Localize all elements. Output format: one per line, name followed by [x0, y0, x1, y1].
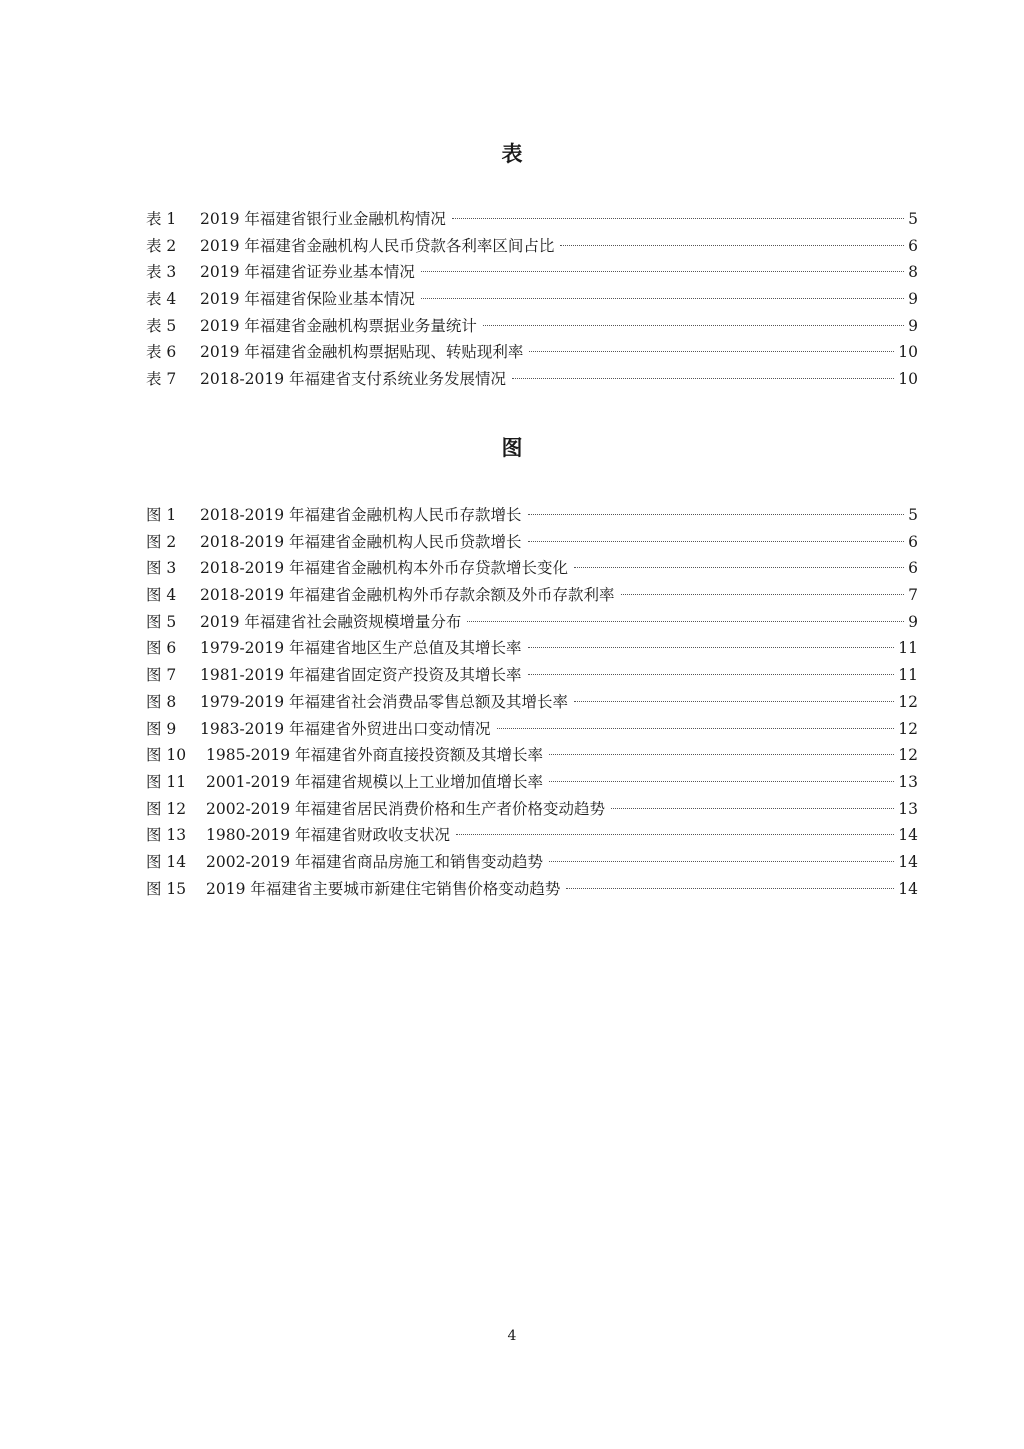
entry-title: 1981-2019 年福建省固定资产投资及其增长率	[200, 666, 522, 685]
entry-label: 图 8	[146, 692, 177, 711]
figures-toc-list	[146, 502, 918, 902]
dot-leader	[456, 834, 894, 835]
toc-entry[interactable]	[146, 366, 918, 393]
dot-leader	[528, 647, 895, 648]
entry-label: 图 1	[146, 506, 177, 524]
entry-page-number: 10	[898, 343, 918, 362]
dot-leader	[574, 567, 904, 568]
entry-title: 2019 年福建省主要城市新建住宅销售价格变动趋势	[206, 879, 561, 898]
toc-entry[interactable]	[146, 582, 918, 609]
dot-leader	[529, 351, 894, 352]
tables-heading: 表	[501, 141, 523, 166]
toc-entry[interactable]	[146, 662, 918, 689]
entry-page-number: 5	[908, 210, 918, 228]
toc-entry[interactable]	[146, 635, 918, 662]
toc-entry[interactable]	[146, 502, 918, 529]
page-number: 4	[507, 1328, 517, 1344]
entry-title: 2019 年福建省社会融资规模增量分布	[200, 612, 462, 631]
entry-label: 图 12	[146, 799, 187, 818]
toc-entry[interactable]	[146, 849, 918, 876]
entry-title: 2019 年福建省金融机构票据贴现、转贴现利率	[200, 343, 524, 362]
entry-page-number: 12	[898, 719, 918, 738]
entry-title: 2002-2019 年福建省商品房施工和销售变动趋势	[206, 852, 544, 871]
entry-label: 图 6	[146, 639, 177, 658]
toc-entry[interactable]	[146, 339, 918, 366]
entry-page-number: 9	[908, 316, 918, 335]
entry-label: 表 2	[146, 236, 177, 255]
entry-label: 图 9	[146, 719, 177, 738]
entry-page-number: 6	[908, 559, 918, 578]
dot-leader	[483, 325, 904, 326]
toc-entry[interactable]	[146, 689, 918, 716]
entry-title: 2018-2019 年福建省支付系统业务发展情况	[200, 370, 507, 389]
dot-leader	[560, 245, 904, 246]
entry-label: 图 15	[146, 879, 187, 898]
toc-entry[interactable]	[146, 259, 918, 286]
entry-label: 表 6	[146, 343, 177, 362]
entry-label: 图 4	[146, 586, 177, 605]
dot-leader	[467, 621, 904, 622]
entry-page-number: 14	[898, 852, 918, 871]
entry-title: 2019 年福建省金融机构人民币贷款各利率区间占比	[200, 236, 555, 255]
toc-entry[interactable]	[146, 716, 918, 743]
entry-label: 图 7	[146, 666, 177, 685]
entry-title: 1979-2019 年福建省社会消费品零售总额及其增长率	[200, 692, 569, 711]
entry-page-number: 8	[908, 263, 918, 282]
dot-leader	[549, 754, 894, 755]
entry-page-number: 13	[898, 772, 918, 791]
entry-page-number: 11	[898, 639, 918, 658]
toc-entry[interactable]	[146, 555, 918, 582]
dot-leader	[549, 781, 894, 782]
entry-title: 2018-2019 年福建省金融机构外币存款余额及外币存款利率	[200, 586, 615, 605]
toc-entry[interactable]	[146, 233, 918, 260]
entry-label: 图 2	[146, 532, 177, 551]
entry-title: 2018-2019 年福建省金融机构人民币贷款增长	[200, 532, 522, 551]
toc-entry[interactable]	[146, 286, 918, 313]
dot-leader	[421, 298, 904, 299]
dot-leader	[528, 514, 904, 515]
entry-page-number: 7	[908, 586, 918, 605]
entry-page-number: 11	[898, 666, 918, 685]
dot-leader	[549, 861, 894, 862]
dot-leader	[574, 701, 894, 702]
entry-label: 图 10	[146, 746, 187, 765]
entry-title: 2018-2019 年福建省金融机构人民币存款增长	[200, 506, 522, 524]
entry-label: 图 3	[146, 559, 177, 578]
entry-page-number: 9	[908, 290, 918, 309]
toc-entry[interactable]	[146, 796, 918, 823]
entry-title: 2019 年福建省保险业基本情况	[200, 290, 415, 309]
entry-page-number: 6	[908, 532, 918, 551]
entry-page-number: 13	[898, 799, 918, 818]
dot-leader	[497, 728, 895, 729]
dot-leader	[528, 674, 895, 675]
entry-title: 2019 年福建省证券业基本情况	[200, 263, 415, 282]
entry-page-number: 9	[908, 612, 918, 631]
entry-title: 1985-2019 年福建省外商直接投资额及其增长率	[206, 746, 544, 765]
entry-label: 表 4	[146, 290, 177, 309]
dot-leader	[566, 888, 894, 889]
dot-leader	[528, 541, 904, 542]
entry-title: 2019 年福建省银行业金融机构情况	[200, 210, 446, 228]
dot-leader	[512, 378, 894, 379]
entry-label: 表 5	[146, 316, 177, 335]
entry-page-number: 12	[898, 692, 918, 711]
entry-page-number: 14	[898, 879, 918, 898]
entry-label: 图 13	[146, 826, 187, 845]
toc-entry[interactable]	[146, 742, 918, 769]
entry-label: 图 14	[146, 852, 187, 871]
entry-title: 2002-2019 年福建省居民消费价格和生产者价格变动趋势	[206, 799, 606, 818]
entry-page-number: 14	[898, 826, 918, 845]
entry-page-number: 10	[898, 370, 918, 389]
entry-label: 表 3	[146, 263, 177, 282]
toc-entry[interactable]	[146, 313, 918, 340]
entry-label: 图 11	[146, 772, 187, 791]
figures-heading: 图	[501, 435, 523, 460]
dot-leader	[621, 594, 904, 595]
dot-leader	[452, 218, 904, 219]
toc-entry[interactable]	[146, 206, 918, 233]
entry-title: 2001-2019 年福建省规模以上工业增加值增长率	[206, 772, 544, 791]
entry-page-number: 12	[898, 746, 918, 765]
entry-label: 表 7	[146, 370, 177, 389]
toc-entry[interactable]	[146, 609, 918, 636]
toc-entry[interactable]	[146, 876, 918, 903]
toc-entry[interactable]	[146, 822, 918, 849]
entry-title: 2018-2019 年福建省金融机构本外币存贷款增长变化	[200, 559, 569, 578]
tables-toc-list	[146, 206, 918, 393]
dot-leader	[421, 271, 904, 272]
entry-title: 2019 年福建省金融机构票据业务量统计	[200, 316, 477, 335]
dot-leader	[611, 808, 894, 809]
entry-label: 表 1	[146, 210, 177, 228]
entry-title: 1979-2019 年福建省地区生产总值及其增长率	[200, 639, 522, 658]
entry-title: 1983-2019 年福建省外贸进出口变动情况	[200, 719, 491, 738]
entry-label: 图 5	[146, 612, 177, 631]
entry-page-number: 5	[908, 506, 918, 524]
toc-entry[interactable]	[146, 769, 918, 796]
toc-entry[interactable]	[146, 529, 918, 556]
entry-title: 1980-2019 年福建省财政收支状况	[206, 826, 451, 845]
entry-page-number: 6	[908, 236, 918, 255]
